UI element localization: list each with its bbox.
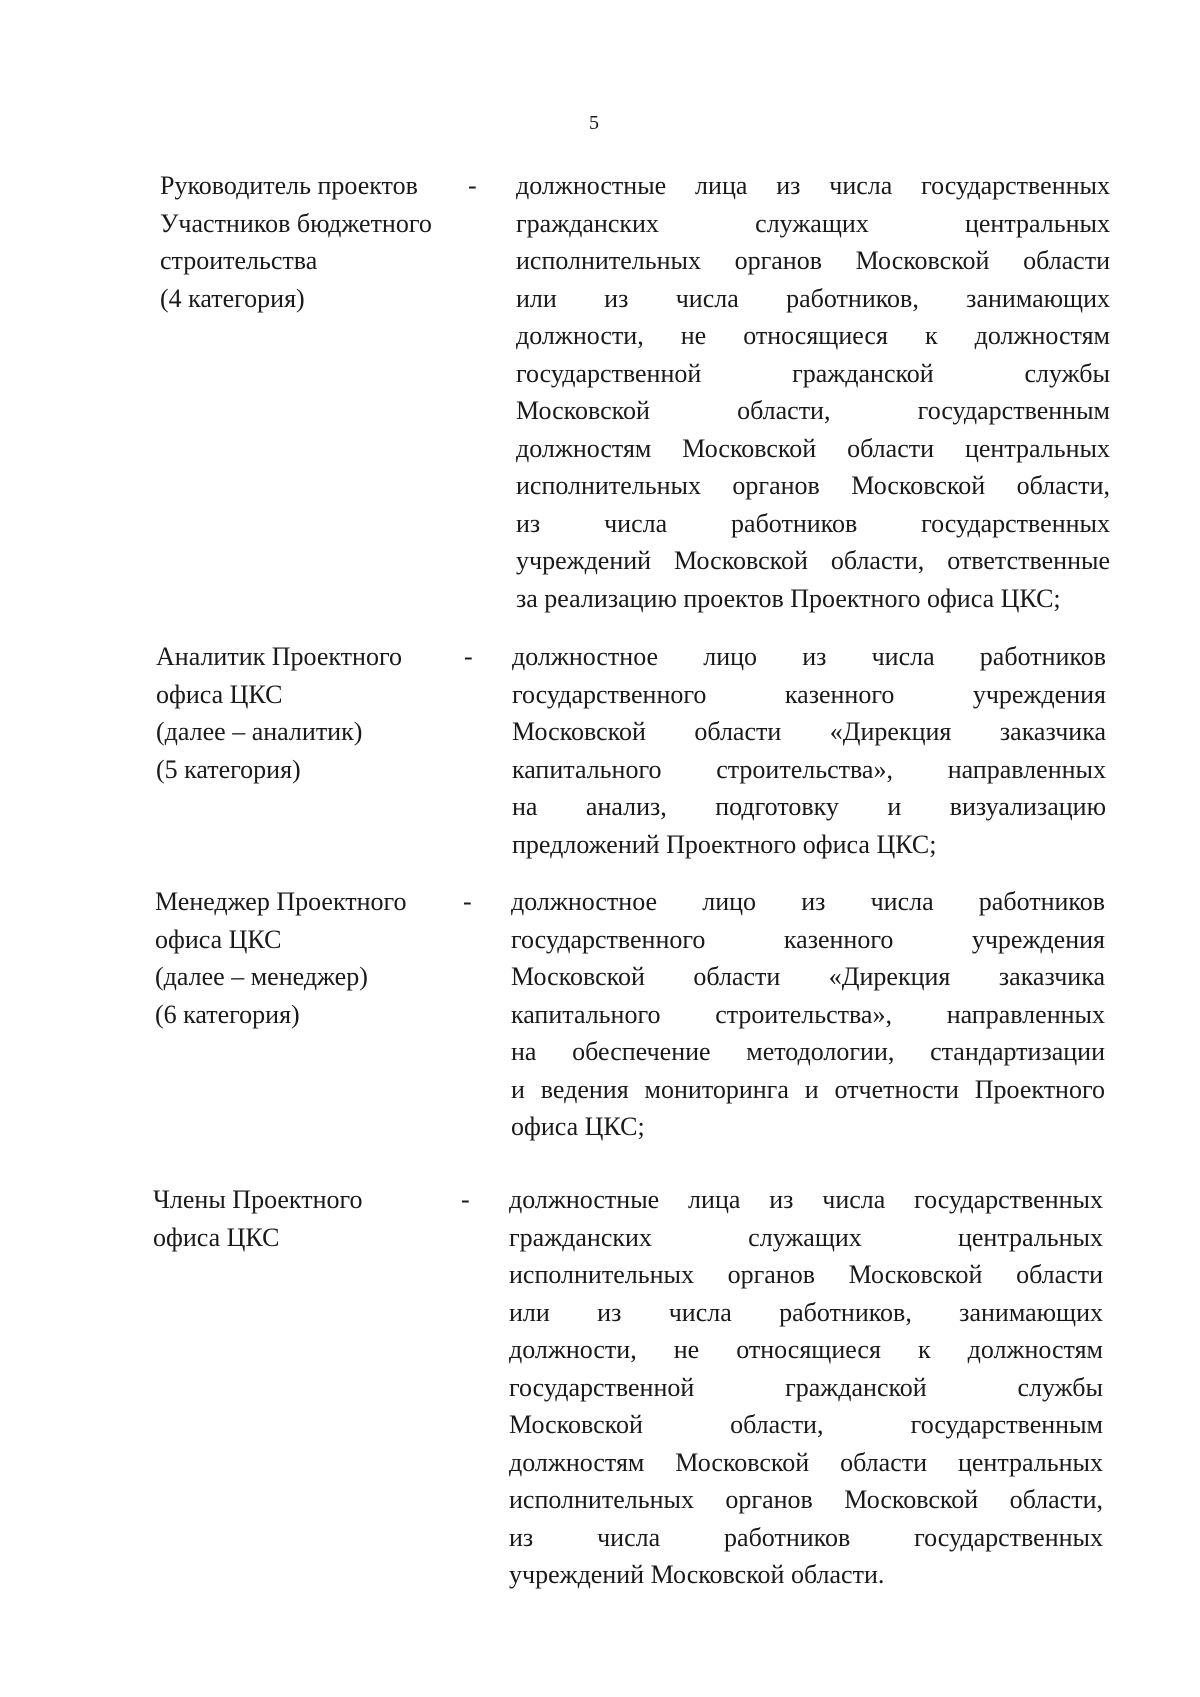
definition-line: государственной гражданской службы	[509, 1372, 1103, 1402]
definition-line: Московской области «Дирекция заказчика	[511, 962, 1105, 991]
definition-line: учреждений Московской области, ответственные	[516, 546, 1110, 575]
definition-line: предложений Проектного офиса ЦКС;	[512, 829, 937, 859]
entry-definition	[512, 638, 1106, 863]
entry-definition	[516, 167, 1110, 617]
definition-line: на анализ, подготовку и визуализацию	[512, 792, 1106, 821]
definition-line: или из числа работников, занимающих	[509, 1297, 1103, 1327]
definition-line: гражданских служащих центральных	[516, 208, 1110, 238]
definition-line: государственного казенного учреждения	[511, 924, 1105, 954]
definition-line: Московской области, государственным	[516, 396, 1110, 425]
definition-line: должностям Московской области центральных	[516, 433, 1110, 463]
definition-line: офиса ЦКС;	[511, 1112, 645, 1141]
entry-term: Руководитель проектов Участников бюджетного строительства (4 категория)	[160, 171, 432, 313]
definition-line: исполнительных органов Московской области	[509, 1260, 1103, 1289]
definition-line: или из числа работников, занимающих	[516, 283, 1110, 313]
entry-term: Члены Проектного офиса ЦКС	[153, 1185, 363, 1252]
page-number: 5	[589, 112, 599, 134]
definition-line: исполнительных органов Московской области,	[516, 471, 1110, 500]
definition-line: гражданских служащих центральных	[509, 1222, 1103, 1252]
entry-term: Менеджер Проектного офиса ЦКС (далее – менеджер) (6 категория)	[155, 887, 407, 1029]
definition-line: на обеспечение методологии, стандартизации	[511, 1037, 1105, 1066]
definition-line: государственной гражданской службы	[516, 358, 1110, 388]
definition-line: исполнительных органов Московской области,	[509, 1485, 1103, 1514]
definition-line: из числа работников государственных	[516, 508, 1110, 538]
entry-dash: -	[461, 1185, 470, 1214]
definition-line: государственного казенного учреждения	[512, 679, 1106, 709]
definition-line: должности, не относящиеся к должностям	[509, 1335, 1103, 1364]
definition-line: за реализацию проектов Проектного офиса ЦКС;	[516, 583, 1061, 613]
entry-dash: -	[463, 887, 472, 916]
definition-line: должностям Московской области центральных	[509, 1447, 1103, 1477]
definition-line: капитального строительства», направленных	[512, 754, 1106, 784]
definition-line: должностные лица из числа государственных	[509, 1185, 1103, 1214]
definition-line: Московской области «Дирекция заказчика	[512, 717, 1106, 746]
definition-line: должности, не относящиеся к должностям	[516, 321, 1110, 350]
definition-line: исполнительных органов Московской области	[516, 246, 1110, 275]
definition-line: капитального строительства», направленных	[511, 999, 1105, 1029]
definition-line: из числа работников государственных	[509, 1522, 1103, 1552]
entry-term: Аналитик Проектного офиса ЦКС (далее – аналитик) (5 категория)	[156, 642, 402, 784]
definition-line: учреждений Московской области.	[509, 1560, 885, 1589]
definition-line: и ведения мониторинга и отчетности Проектного	[511, 1074, 1105, 1104]
entry-dash: -	[464, 642, 473, 671]
entry-dash: -	[468, 171, 477, 200]
entry-definition	[509, 1181, 1103, 1594]
definition-line: должностное лицо из числа работников	[512, 642, 1106, 671]
entry-definition	[511, 883, 1105, 1146]
definition-line: должностные лица из числа государственных	[516, 171, 1110, 200]
definition-line: должностное лицо из числа работников	[511, 887, 1105, 916]
definition-line: Московской области, государственным	[509, 1410, 1103, 1439]
